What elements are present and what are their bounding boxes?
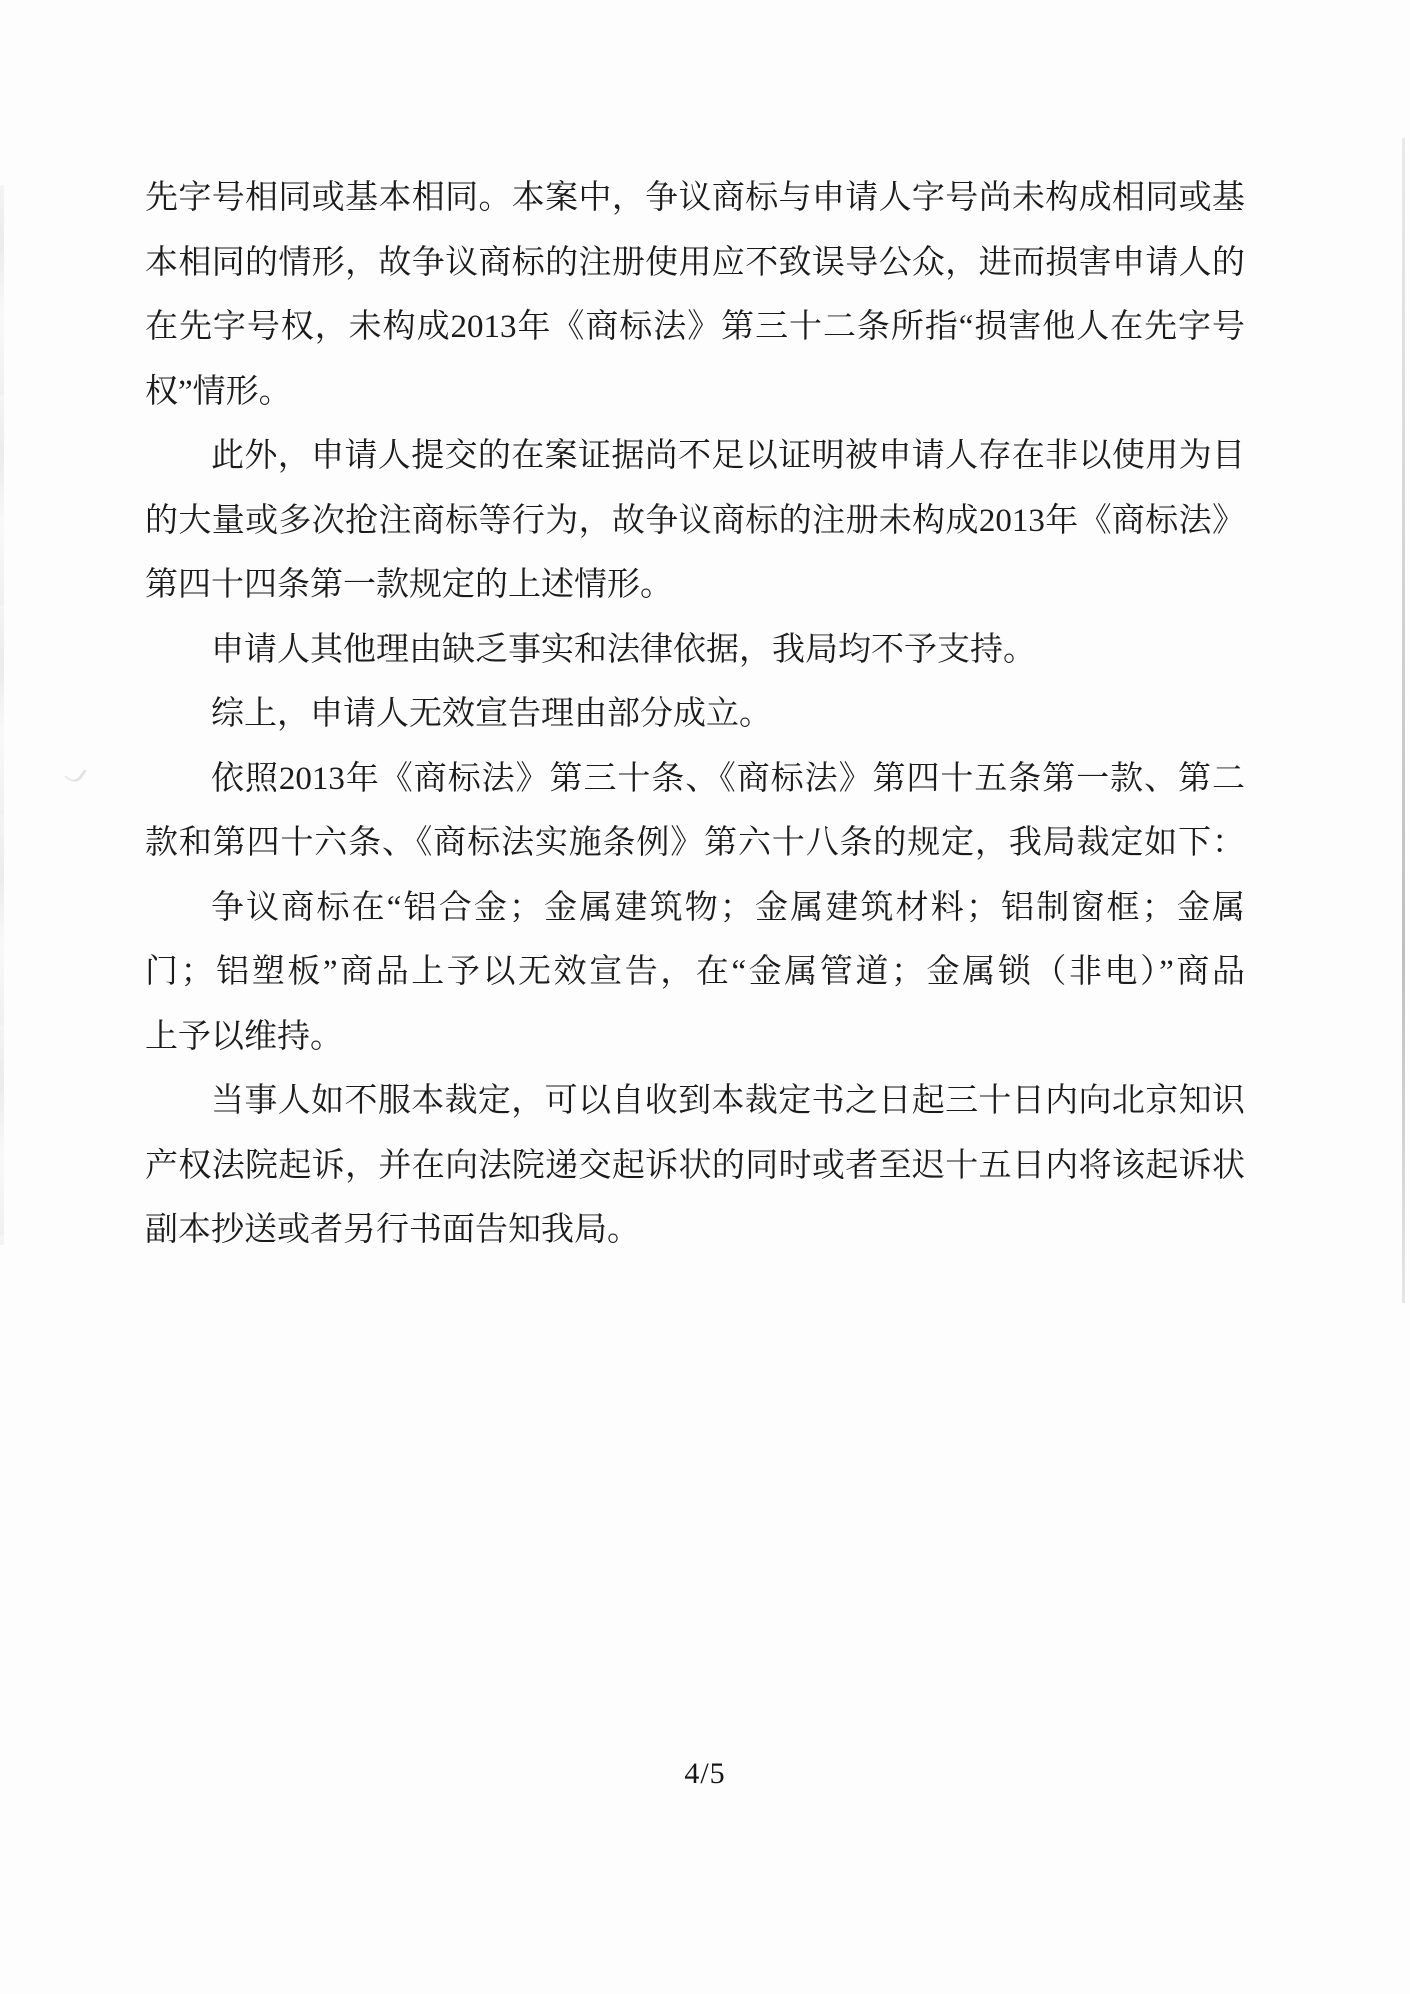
text-line: 第四十四条第一款规定的上述情形。 (145, 567, 673, 603)
text-line: 产权法院起诉，并在向法院递交起诉状的同时或者至迟十五日内将该起诉状 (145, 1147, 1245, 1184)
text-line: 申请人其他理由缺乏事实和法律依据，我局均不予支持。 (211, 631, 1036, 668)
text-line: 依照2013年《商标法》第三十条、《商标法》第四十五条第一款、第二 (211, 760, 1245, 797)
text-line: 综上，申请人无效宣告理由部分成立。 (211, 696, 772, 732)
page-number: 4/5 (684, 1757, 726, 1790)
text-line: 争议商标在“铝合金；金属建筑物；金属建筑材料；铝制窗框；金属 (211, 889, 1245, 926)
text-line: 当事人如不服本裁定，可以自收到本裁定书之日起三十日内向北京知识 (211, 1083, 1245, 1119)
body-text (145, 166, 1245, 1263)
text-line: 门；铝塑板”商品上予以无效宣告，在“金属管道；金属锁（非电）”商品 (145, 954, 1245, 990)
text-line: 款和第四十六条、《商标法实施条例》第六十八条的规定，我局裁定如下： (145, 825, 1245, 861)
text-line: 先字号相同或基本相同。本案中，争议商标与申请人字号尚未构成相同或基 (145, 180, 1245, 216)
text-line: 上予以维持。 (145, 1018, 343, 1055)
text-line: 此外，申请人提交的在案证据尚不足以证明被申请人存在非以使用为目 (211, 438, 1245, 474)
text-line: 的大量或多次抢注商标等行为，故争议商标的注册未构成2013年《商标法》 (145, 502, 1245, 539)
text-line: 权”情形。 (145, 373, 292, 410)
text-line: 本相同的情形，故争议商标的注册使用应不致误导公众，进而损害申请人的 (145, 244, 1245, 281)
text-line: 副本抄送或者另行书面告知我局。 (145, 1212, 640, 1248)
scan-artifact-fold-line (1402, 138, 1405, 1303)
scan-artifact-smudge (64, 762, 87, 785)
text-line: 在先字号权，未构成2013年《商标法》第三十二条所指“损害他人在先字号 (145, 309, 1245, 345)
scan-artifact-left-edge (0, 185, 4, 1245)
